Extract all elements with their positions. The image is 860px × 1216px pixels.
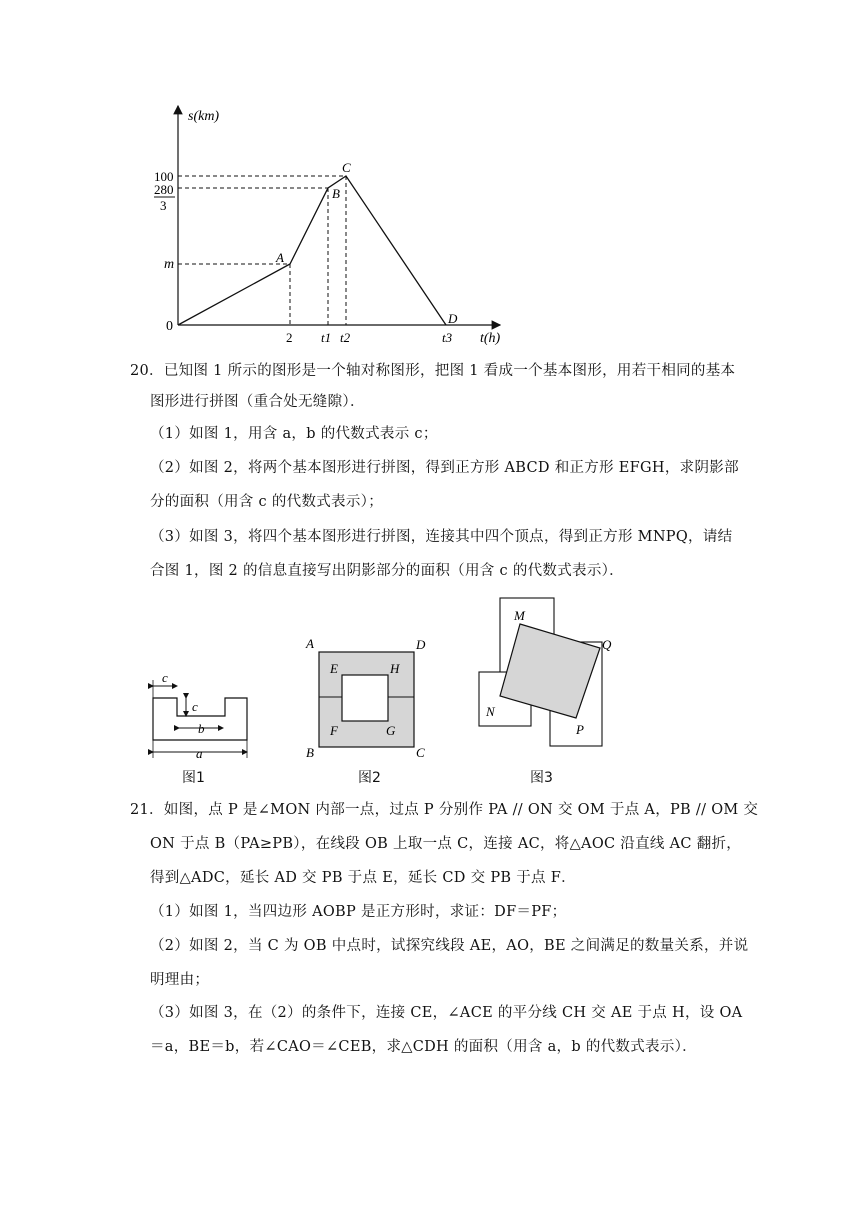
route-polyline xyxy=(178,176,446,325)
q21-line3: 得到△ADC，延长 AD 交 PB 于点 E，延长 CD 交 PB 于点 F． xyxy=(150,870,576,886)
q20-part2-line2: 分的面积（用含 c 的代数式表示）； xyxy=(150,494,383,510)
y-tick-100: 100 xyxy=(154,169,174,184)
q21-part2-line2: 明理由； xyxy=(150,972,210,988)
point-C: C xyxy=(342,160,351,175)
figure-2 xyxy=(300,633,440,763)
dim-a: a xyxy=(196,746,203,761)
origin-label: 0 xyxy=(166,319,173,334)
label-G: G xyxy=(386,723,396,738)
q21-part1: （1）如图 1，当四边形 AOBP 是正方形时，求证：DF＝PF； xyxy=(150,904,567,920)
label-A: A xyxy=(306,636,314,651)
q20-part3-line1: （3）如图 3，将四个基本图形进行拼图，连接其中四个顶点，得到正方形 MNPQ，请结 xyxy=(150,529,733,545)
q20-stem-line1: 20．已知图 1 所示的图形是一个轴对称图形，把图 1 看成一个基本图形，用若干相同的基本 xyxy=(130,363,736,379)
square-EFGH xyxy=(342,675,388,721)
point-D: D xyxy=(448,311,458,326)
q20-part3-line2: 合图 1，图 2 的信息直接写出阴影部分的面积（用含 c 的代数式表示）． xyxy=(150,563,624,579)
x-tick-t2: t2 xyxy=(340,330,351,345)
q21-part2-line1: （2）如图 2，当 C 为 OB 中点时，试探究线段 AE，AO，BE 之间满足的数量关系，并说 xyxy=(150,938,749,954)
label-P: P xyxy=(576,722,584,737)
label-H: H xyxy=(390,661,400,676)
x-tick-t3: t3 xyxy=(442,330,453,345)
distance-time-graph xyxy=(150,100,510,350)
y-tick-3: 3 xyxy=(160,198,167,213)
x-axis-label: t(h) xyxy=(480,331,501,346)
x-tick-t1: t1 xyxy=(321,330,332,345)
dim-b: b xyxy=(198,721,205,736)
label-F: F xyxy=(330,723,338,738)
q21-part3-line1: （3）如图 3，在（2）的条件下，连接 CE，∠ACE 的平分线 CH 交 AE 于点 H，设 OA xyxy=(150,1005,743,1021)
figure-3 xyxy=(474,594,614,754)
q21-line1: 21．如图，点 P 是∠MON 内部一点，过点 P 分别作 PA // ON 交 OM 于点 A，PB // OM 交 xyxy=(130,802,759,818)
figure-1 xyxy=(140,670,260,770)
q21-line2: ON 于点 B（PA≥PB），在线段 OB 上取一点 C，连接 AC，将△AOC 沿直线 AC 翻折， xyxy=(150,836,742,852)
dim-c-side: c xyxy=(192,699,198,714)
y-tick-m: m xyxy=(164,257,175,272)
point-A: A xyxy=(276,250,284,265)
dim-c-top: c xyxy=(162,670,168,685)
q20-part1: （1）如图 1，用含 a，b 的代数式表示 c； xyxy=(150,426,438,442)
y-axis-label: s(km) xyxy=(188,109,220,124)
figure-2-caption: 图2 xyxy=(358,770,381,786)
label-E: E xyxy=(330,661,338,676)
q20-part2-line1: （2）如图 2，将两个基本图形进行拼图，得到正方形 ABCD 和正方形 EFGH，求阴影部 xyxy=(150,460,739,476)
point-B: B xyxy=(332,186,340,201)
label-M: M xyxy=(514,608,525,623)
label-B: B xyxy=(306,745,314,760)
dashed-guides xyxy=(178,176,346,325)
q20-stem-line2: 图形进行拼图（重合处无缝隙）． xyxy=(150,394,365,410)
label-D: D xyxy=(416,637,426,652)
x-tick-2: 2 xyxy=(286,330,293,345)
label-N: N xyxy=(486,704,495,719)
figure-3-caption: 图3 xyxy=(530,770,553,786)
q21-part3-line2: ＝a，BE＝b，若∠CAO＝∠CEB，求△CDH 的面积（用含 a，b 的代数式表示）． xyxy=(150,1039,697,1055)
label-C: C xyxy=(416,745,425,760)
label-Q: Q xyxy=(602,637,612,652)
y-tick-280: 280 xyxy=(154,182,174,197)
figure-1-caption: 图1 xyxy=(182,770,205,786)
